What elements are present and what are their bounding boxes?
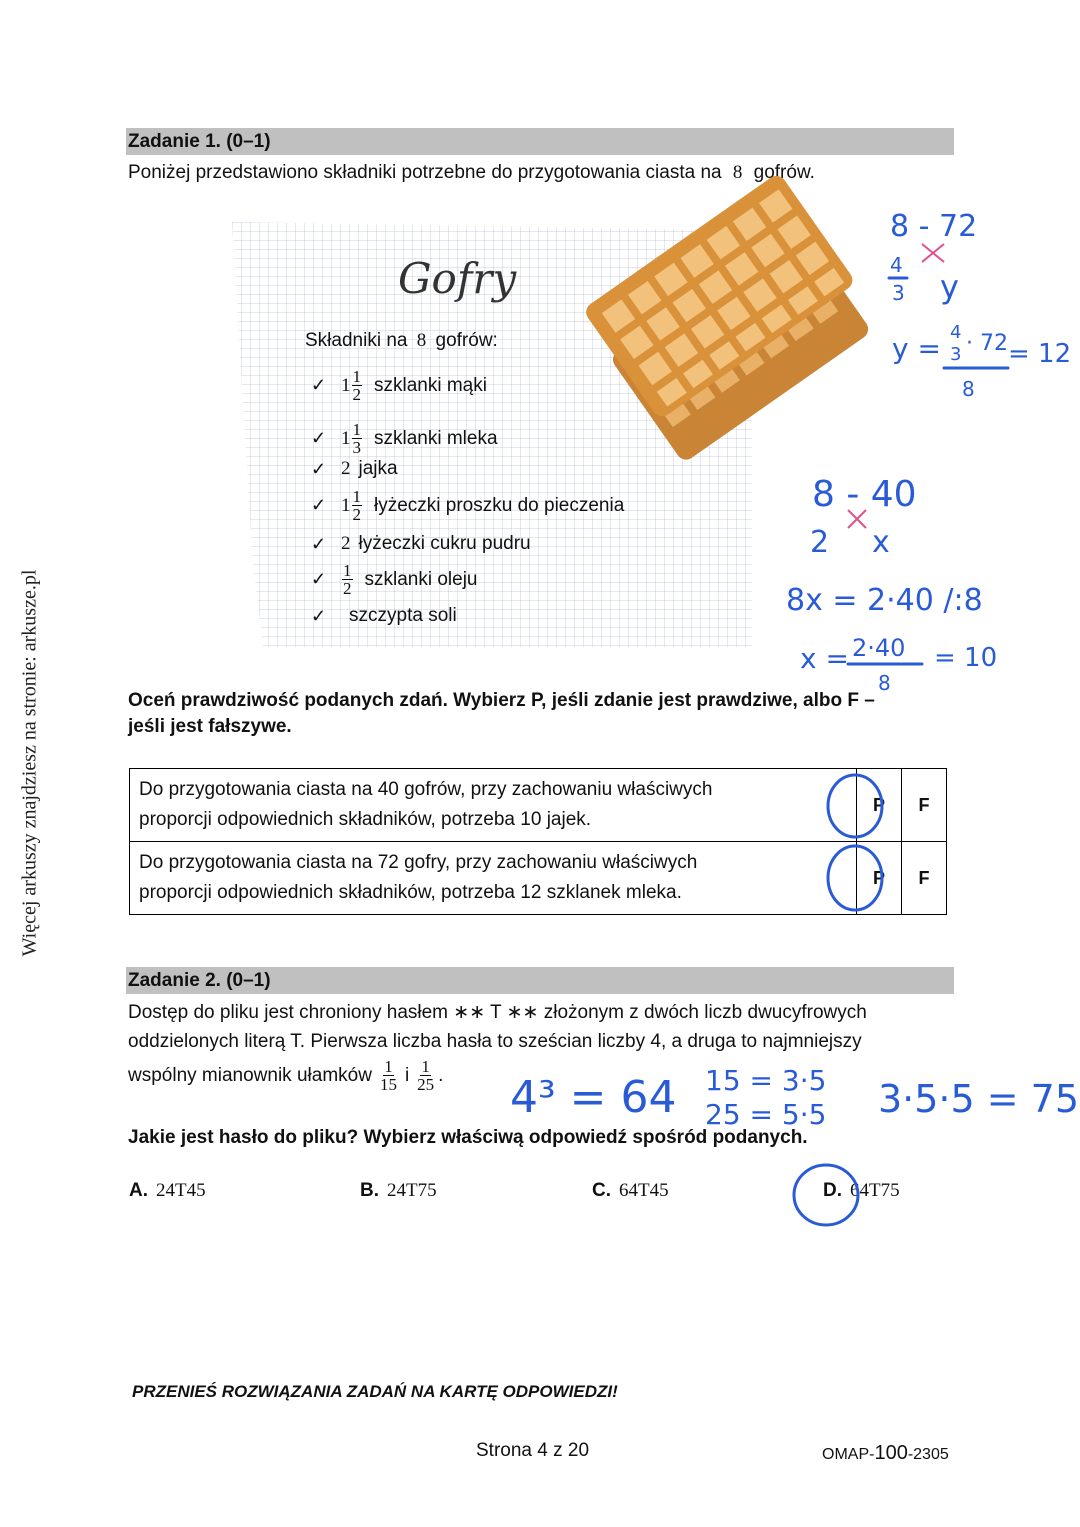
task1-header: Zadanie 1. (0–1) <box>126 128 954 155</box>
ingredient-fraction: $\frac{1}{2}$ <box>343 561 352 598</box>
task2-line1: Dostęp do pliku jest chroniony hasłem ∗∗ T ∗∗ złożonym z dwóch liczb dwucyfrowych <box>128 1002 867 1023</box>
hw-a6: 4 <box>950 322 962 343</box>
option-f[interactable]: F <box>902 842 947 915</box>
hw-b5: x = <box>800 642 849 675</box>
task1-instruction-line2: jeśli jest fałszywe. <box>128 716 292 737</box>
hw-b4: 8x = 2·40 /:8 <box>786 583 983 618</box>
hw-a10: 8 <box>962 377 975 401</box>
ingredient-text: jajka <box>358 458 398 479</box>
task1-intro: Poniżej przedstawiono składniki potrzebne do przygotowania ciasta na 8 gofrów. <box>128 162 815 183</box>
hw-a8: · 72 <box>966 331 1008 356</box>
check-icon: ✓ <box>311 495 327 515</box>
task2-header: Zadanie 2. (0–1) <box>126 967 954 994</box>
recipe-title: Gofry <box>398 254 517 303</box>
answer-d[interactable]: D. 64T75 <box>823 1180 900 1201</box>
ingredient-fraction: $\frac{1}{2}$ <box>352 487 361 524</box>
ingredient-fraction: $\frac{1}{3}$ <box>352 420 361 457</box>
footer-note: PRZENIEŚ ROZWIĄZANIA ZADAŃ NA KARTĘ ODPOWIEDZI! <box>132 1382 618 1401</box>
check-icon: ✓ <box>311 605 327 626</box>
fraction: $\frac{1}{15}$ <box>379 1057 397 1094</box>
hw-b1: 8 - 40 <box>812 474 917 515</box>
option-f[interactable]: F <box>902 769 947 842</box>
ingredient-text: łyżeczki cukru pudru <box>358 533 531 554</box>
statement-line: proporcji odpowiednich składników, potrzeba 12 szklanek mleka. <box>139 882 682 903</box>
ingredient-whole: 1 <box>341 374 351 396</box>
hw-a3: 3 <box>892 281 905 305</box>
circle-p-row2 <box>828 846 882 910</box>
hw-b8: 8 <box>878 671 891 695</box>
hw-b2: 2 <box>810 525 830 560</box>
option-p[interactable]: P <box>857 842 902 915</box>
ingredient-whole: 1 <box>341 494 351 516</box>
answer-c[interactable]: C. 64T45 <box>592 1180 669 1201</box>
ingredient-whole: 2 <box>341 533 351 554</box>
ingredient-whole: 1 <box>341 427 351 449</box>
page-number: Strona 4 z 20 <box>476 1440 590 1461</box>
task2-line3: wspólny mianownik ułamków $\frac{1}{15}$ i $\frac{1}{25}$ . <box>128 1057 444 1094</box>
statement-line: proporcji odpowiednich składników, potrzeba 10 jajek. <box>139 809 592 830</box>
ingredient-text: szklanki mleka <box>374 427 498 449</box>
hw-b6: 2·40 <box>852 634 906 662</box>
check-icon: ✓ <box>311 533 327 554</box>
hw-c3: 25 = 5·5 <box>705 1098 827 1131</box>
ingredient-text: szczypta soli <box>349 605 457 626</box>
statement-line: Do przygotowania ciasta na 40 gofrów, przy zachowaniu właściwych <box>139 779 713 800</box>
task2-question: Jakie jest hasło do pliku? Wybierz właściwą odpowiedź spośród podanych. <box>128 1127 808 1148</box>
side-note: Więcej arkuszy znajdziesz na stronie: arkusze.pl <box>18 569 41 957</box>
ingredient-text: szklanki oleju <box>364 568 478 590</box>
hw-c4: 3·5·5 = 75 <box>878 1077 1080 1121</box>
hw-b3: x <box>872 525 890 560</box>
hw-a7: 3 <box>950 344 962 365</box>
hw-a5: y = <box>892 332 941 365</box>
check-icon: ✓ <box>311 458 327 479</box>
hw-c1: 4³ = 64 <box>510 1072 677 1123</box>
answer-b[interactable]: B. 24T75 <box>360 1180 437 1201</box>
hw-b7: = 10 <box>934 643 998 673</box>
statement-line: Do przygotowania ciasta na 72 gofry, przy zachowaniu właściwych <box>139 852 698 873</box>
ingredient-text: łyżeczki proszku do pieczenia <box>374 494 625 516</box>
hw-c2: 15 = 3·5 <box>705 1064 827 1097</box>
task1-instruction-line1: Oceń prawdziwość podanych zdań. Wybierz P, jeśli zdanie jest prawdziwe, albo F – <box>128 690 875 711</box>
check-icon: ✓ <box>311 569 327 589</box>
ingredient-fraction: $\frac{1}{2}$ <box>352 367 361 404</box>
recipe-subtitle: Składniki na 8 gofrów: <box>305 330 498 351</box>
hw-a9: = 12 <box>1008 339 1072 369</box>
ingredient-whole: 2 <box>341 458 351 479</box>
exam-code: OMAP-100-2305 <box>822 1442 949 1464</box>
fraction: $\frac{1}{25}$ <box>417 1057 435 1094</box>
circle-p-row1 <box>828 775 882 837</box>
hw-a4: y <box>940 268 959 306</box>
hw-a1: 8 - 72 <box>890 209 978 244</box>
ingredient-text: szklanki mąki <box>374 374 487 396</box>
check-icon: ✓ <box>311 428 327 448</box>
check-icon: ✓ <box>311 375 327 395</box>
answer-a[interactable]: A. 24T45 <box>129 1180 206 1201</box>
circle-answer-d <box>794 1165 858 1225</box>
option-p[interactable]: P <box>857 769 902 842</box>
hw-a2: 4 <box>890 253 903 277</box>
task2-line2: oddzielonych literą T. Pierwsza liczba hasła to sześcian liczby 4, a druga to najmniejszy <box>128 1031 862 1052</box>
